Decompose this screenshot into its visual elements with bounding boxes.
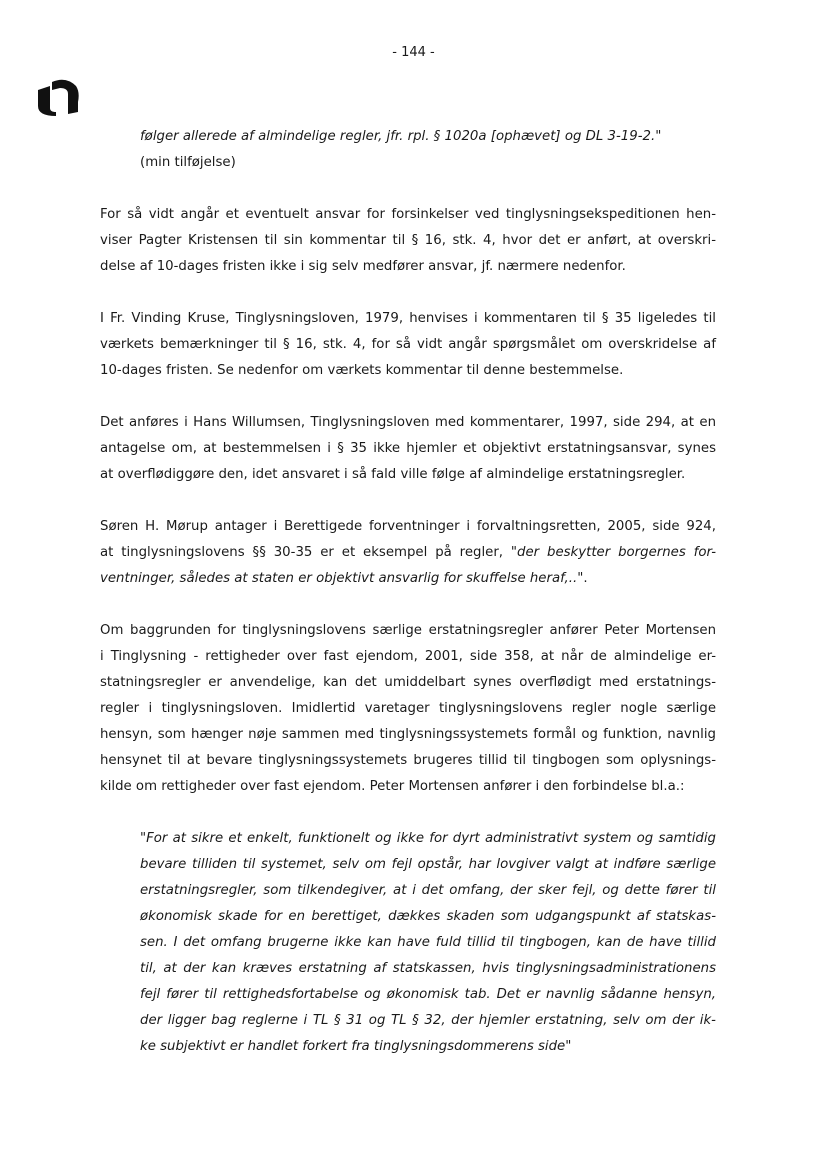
- block-quote-line: økonomisk skade for en berettiget, dækkes skaden som udgangspunkt af statskas-: [140, 909, 716, 924]
- quote-continuation-line: følger allerede af almindelige regler, jfr. rpl. § 1020a [ophævet] og DL 3-19-2.": [140, 129, 662, 144]
- paragraph-line: i Tinglysning - rettigheder over fast ejendom, 2001, side 358, at når de almindelige er-: [100, 649, 716, 664]
- paragraph-line: hensyn, som hænger nøje sammen med tinglysningssystemets formål og funktion, navnlig: [100, 727, 716, 742]
- block-quote-line: der ligger bag reglerne i TL § 31 og TL § 32, der hjemler erstatning, selv om der ik-: [140, 1013, 716, 1028]
- paragraph-line: Om baggrunden for tinglysningslovens særlige erstatningsregler anfører Peter Mortensen: [100, 623, 716, 638]
- paragraph-line: Søren H. Mørup antager i Berettigede forventninger i forvaltningsretten, 2005, side 924,: [100, 519, 716, 534]
- block-quote-line: ke subjektivt er handlet forkert fra tinglysningsdommerens side": [140, 1039, 572, 1054]
- block-quote: [140, 826, 716, 1060]
- morup-period: .: [583, 571, 588, 586]
- morup-quote-end: ventninger, således at staten er objektivt ansvarlig for skuffelse heraf,..": [100, 571, 584, 586]
- morup-text: at tinglysningslovens §§ 30-35 er et eksempel på regler,: [100, 545, 511, 560]
- paragraph-line: kilde om rettigheder over fast ejendom. Peter Mortensen anfører i den forbindelse bl.a.:: [100, 779, 685, 794]
- paragraph-line: [100, 566, 716, 592]
- paragraph-line: hensynet til at bevare tinglysningssystemets brugeres tillid til tingbogen som oplysnings-: [100, 753, 716, 768]
- paragraph-line: værkets bemærkninger til § 16, stk. 4, for så vidt angår spørgsmålet om overskridelse af: [100, 337, 716, 352]
- paragraph-line: regler i tinglysningsloven. Imidlertid varetager tinglysningslovens regler nogle særlige: [100, 701, 716, 716]
- morup-quote: "der beskytter borgernes for-: [510, 545, 716, 560]
- quote-continuation-note: (min tilføjelse): [140, 155, 236, 170]
- block-quote-line: til, at der kan kræves erstatning af statskassen, hvis tinglysningsadministrationens: [140, 961, 716, 976]
- paragraph-morup: [100, 514, 716, 592]
- paragraph-pagter-kristensen: [100, 202, 716, 280]
- quote-continuation: [100, 124, 716, 176]
- paragraph-line: For så vidt angår et eventuelt ansvar for forsinkelser ved tinglysningsekspeditionen hen-: [100, 207, 716, 222]
- paragraph-line: I Fr. Vinding Kruse, Tinglysningsloven, 1979, henvises i kommentaren til § 35 ligeledes til: [100, 311, 716, 326]
- paragraph-line: viser Pagter Kristensen til sin kommentar til § 16, stk. 4, hvor det er anført, at overskri-: [100, 233, 716, 248]
- paragraph-line: 10-dages fristen. Se nedenfor om værkets kommentar til denne bestemmelse.: [100, 363, 624, 378]
- paragraph-willumsen: [100, 410, 716, 488]
- block-quote-line: sen. I det omfang brugerne ikke kan have fuld tillid til tingbogen, kan de have tillid: [140, 935, 716, 950]
- paragraph-vinding-kruse: [100, 306, 716, 384]
- paragraph-line: delse af 10-dages fristen ikke i sig selv medfører ansvar, jf. nærmere nedenfor.: [100, 259, 626, 274]
- paragraph-line: statningsregler er anvendelige, kan det umiddelbart synes overflødigt med erstatnings-: [100, 675, 716, 690]
- document-body: [100, 124, 716, 1060]
- paragraph-line: antagelse om, at bestemmelsen i § 35 ikke hjemler et objektivt erstatningsansvar, synes: [100, 441, 716, 456]
- paragraph-line: at overflødiggøre den, idet ansvaret i så fald ville følge af almindelige erstatningsregler.: [100, 467, 686, 482]
- publisher-logo-icon: [36, 78, 80, 116]
- paragraph-line: [100, 540, 716, 566]
- block-quote-line: "For at sikre et enkelt, funktionelt og ikke for dyrt administrativt system og samtidig: [140, 831, 716, 846]
- paragraph-mortensen: [100, 618, 716, 800]
- paragraph-line: Det anføres i Hans Willumsen, Tinglysningsloven med kommentarer, 1997, side 294, at en: [100, 415, 716, 430]
- block-quote-line: fejl fører til rettighedsfortabelse og økonomisk tab. Det er navnlig sådanne hensyn,: [140, 987, 716, 1002]
- page-number: - 144 -: [392, 45, 435, 60]
- block-quote-line: erstatningsregler, som tilkendegiver, at i det omfang, der sker fejl, og dette fører til: [140, 883, 716, 898]
- block-quote-line: bevare tilliden til systemet, selv om fejl opstår, har lovgiver valgt at indføre særlige: [140, 857, 716, 872]
